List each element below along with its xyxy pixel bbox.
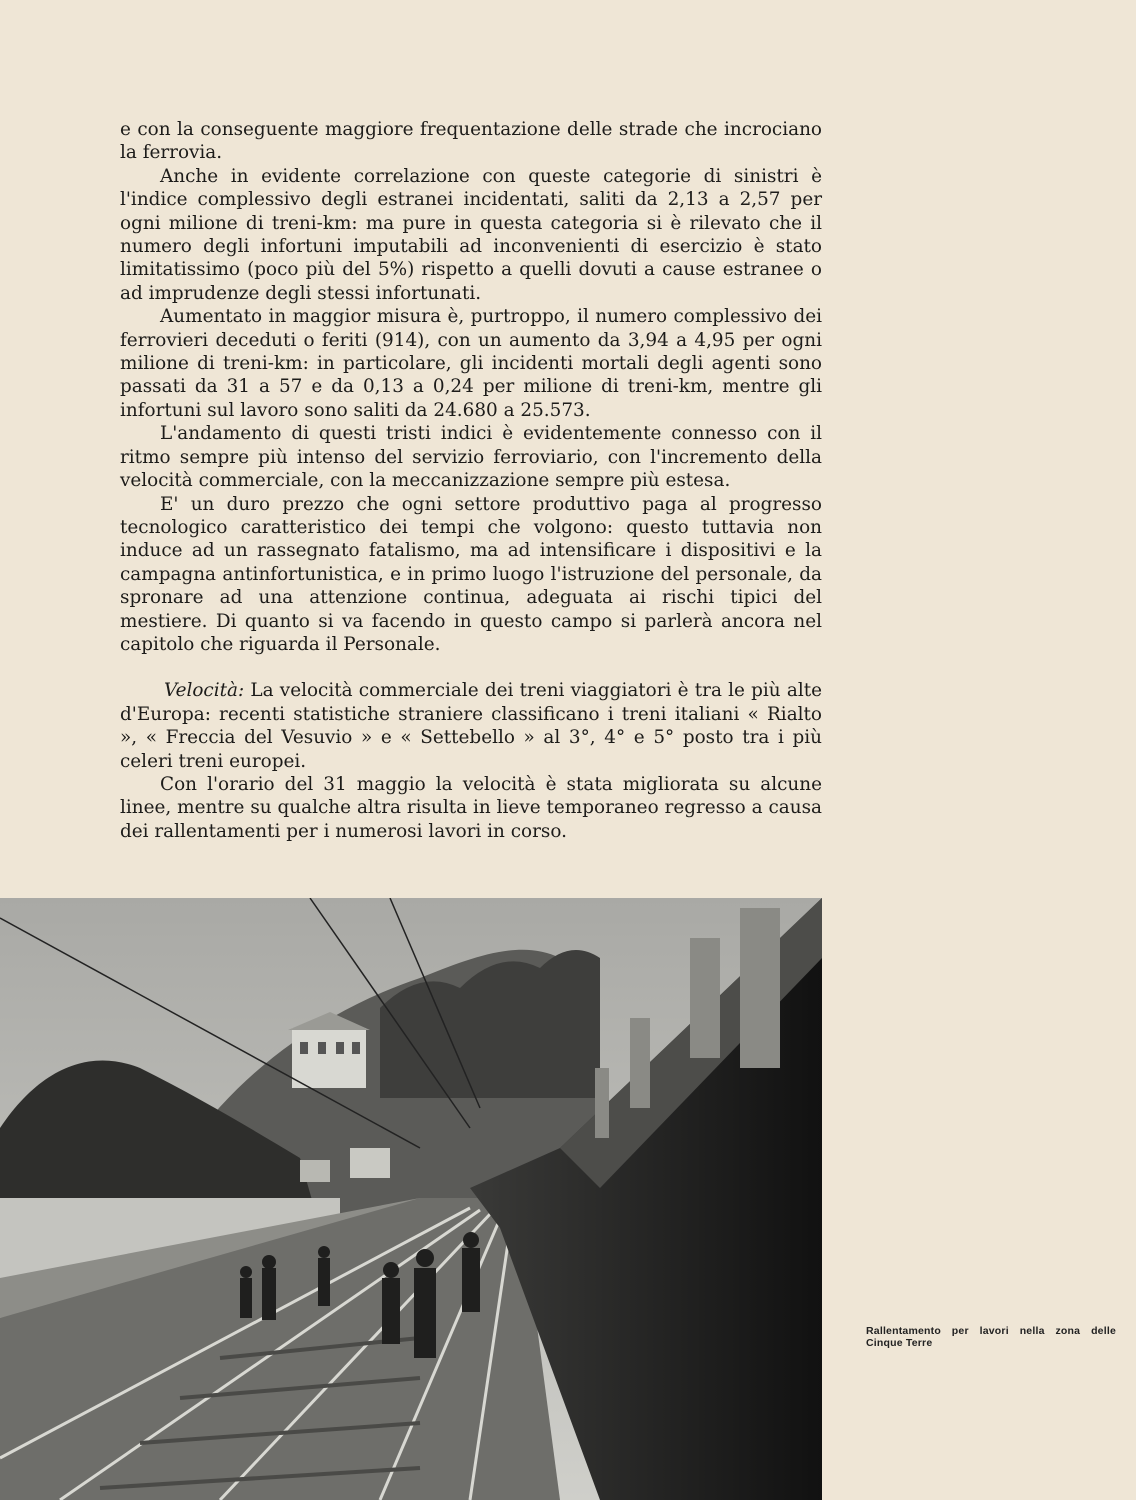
- body-text: [120, 118, 822, 843]
- photo-caption: Rallentamento per lavori nella zona delle Cinque Terre: [866, 1325, 1116, 1349]
- paragraph-4: L'andamento di questi tristi indici è evidentemente connesso con il ritmo sempre più intenso del servizio ferroviario, con l'incremento della velocità commerciale, con la meccanizzazione sempre più estesa.: [120, 423, 822, 492]
- railway-photo: [0, 898, 822, 1500]
- paragraph-2: Anche in evidente correlazione con queste categorie di sinistri è l'indice complessivo degli estranei incidentati, saliti da 2,13 a 2,57 per ogni milione di treni-km: ma pure in questa categoria si è rilevato che il numero degli infortuni imputabili ad inconvenienti di esercizio è stato limitatissimo (poco più del 5%) rispetto a quelli dovuti a cause estranee o ad imprudenze degli stessi infortunati.: [120, 165, 822, 304]
- velocita-heading: Velocità:: [164, 680, 245, 702]
- velocita-paragraph-2: Con l'orario del 31 maggio la velocità è stata migliorata su alcune linee, mentre su qualche altra risulta in lieve temporaneo regresso a causa dei rallentamenti per i numerosi lavori in corso.: [120, 773, 822, 842]
- velocita-text: La velocità commerciale dei treni viaggiatori è tra le più alte d'Europa: recenti statistiche straniere classificano i treni italiani « Rialto », « Freccia del Vesuvio » e « Settebello » al 3°, 4° e 5° posto tra i più celeri treni europei.: [120, 680, 822, 772]
- paragraph-5: E' un duro prezzo che ogni settore produttivo paga al progresso tecnologico caratteristico dei tempi che volgono: questo tuttavia non induce ad un rassegnato fatalismo, ma ad intensificare i dispositivi e la campagna antinfortunistica, e in primo luogo l'istruzione del personale, da spronare ad una attenzione continua, adeguata ai rischi tipici del mestiere. Di quanto si va facendo in questo campo si parlerà ancora nel capitolo che riguarda il Personale.: [120, 493, 822, 655]
- paragraph-3: Aumentato in maggior misura è, purtroppo, il numero complessivo dei ferrovieri deceduti o feriti (914), con un aumento da 3,94 a 4,95 per ogni milione di treni-km: in particolare, gli incidenti mortali degli agenti sono passati da 31 a 57 e da 0,13 a 0,24 per milione di treni-km, mentre gli infortuni sul lavoro sono saliti da 24.680 a 25.573.: [120, 306, 822, 421]
- velocita-paragraph: [120, 679, 822, 773]
- paragraph-1: e con la conseguente maggiore frequentazione delle strade che incrociano la ferrovia.: [120, 119, 822, 164]
